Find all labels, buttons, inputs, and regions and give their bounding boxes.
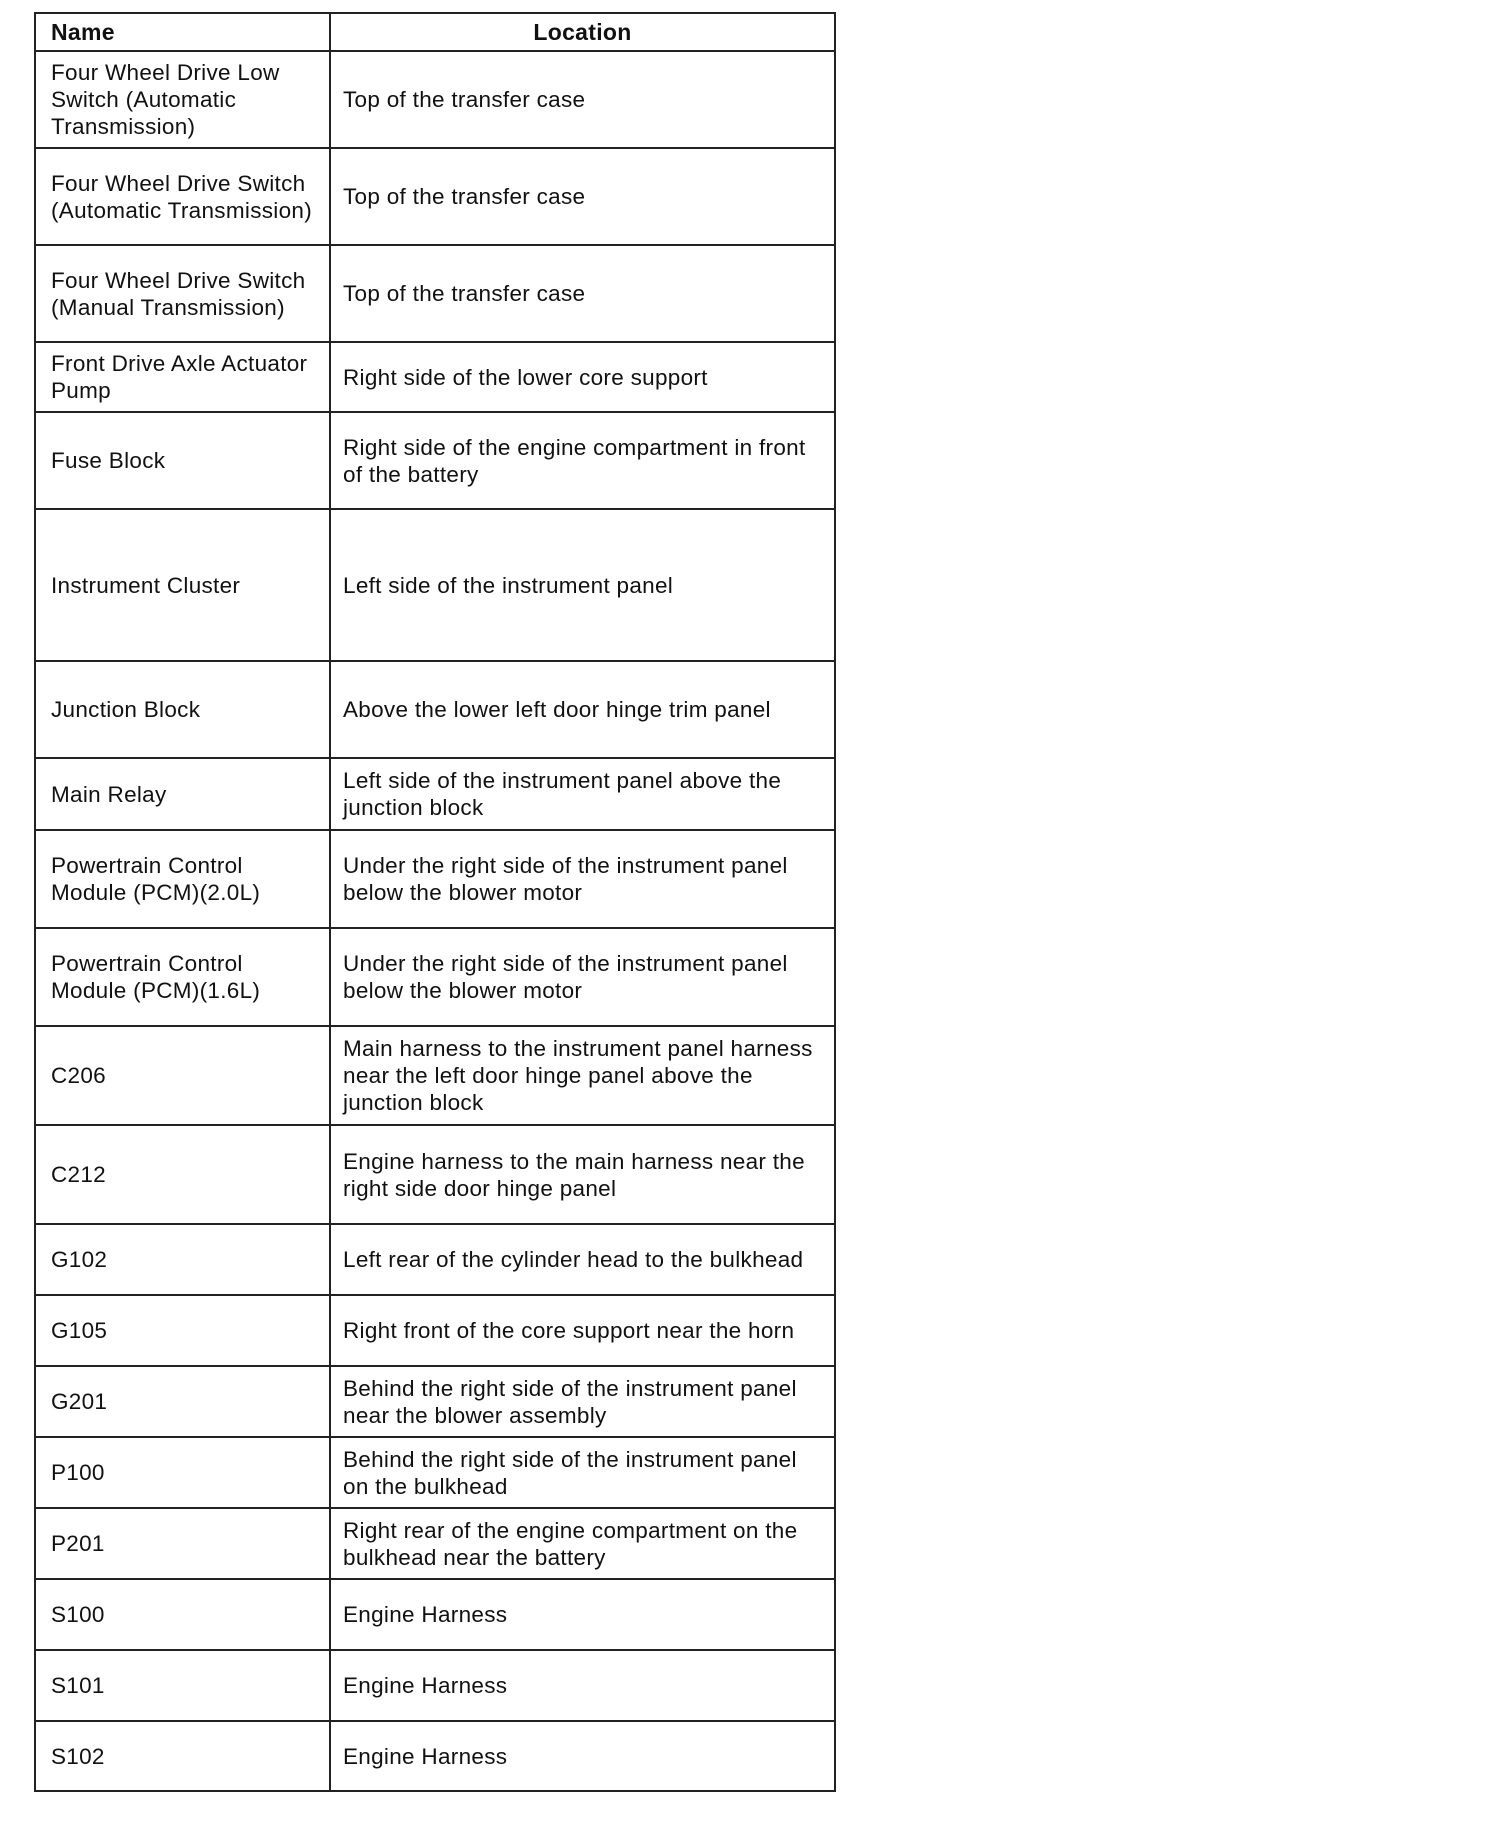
table-header-row <box>35 13 835 51</box>
component-location: Left side of the instrument panel above the junction block <box>330 758 835 830</box>
component-name: Four Wheel Drive Low Switch (Automatic Transmission) <box>35 51 330 148</box>
component-location: Under the right side of the instrument panel below the blower motor <box>330 830 835 928</box>
table-row <box>35 1437 835 1508</box>
table-row <box>35 1125 835 1224</box>
component-location: Above the lower left door hinge trim panel <box>330 661 835 758</box>
location-column-header: Location <box>330 13 835 51</box>
table-row <box>35 342 835 412</box>
component-name: G105 <box>35 1295 330 1366</box>
component-location: Right side of the lower core support <box>330 342 835 412</box>
component-location-table <box>34 12 836 1792</box>
component-name: G201 <box>35 1366 330 1437</box>
component-name: Four Wheel Drive Switch (Automatic Transmission) <box>35 148 330 245</box>
component-location: Engine Harness <box>330 1721 835 1791</box>
table-row <box>35 758 835 830</box>
table-row <box>35 928 835 1026</box>
component-name: P201 <box>35 1508 330 1579</box>
component-name: Four Wheel Drive Switch (Manual Transmission) <box>35 245 330 342</box>
table-row <box>35 51 835 148</box>
component-location: Right rear of the engine compartment on the bulkhead near the battery <box>330 1508 835 1579</box>
component-location: Right front of the core support near the horn <box>330 1295 835 1366</box>
component-name: Instrument Cluster <box>35 509 330 661</box>
component-location: Left side of the instrument panel <box>330 509 835 661</box>
component-name: Fuse Block <box>35 412 330 509</box>
component-name: S102 <box>35 1721 330 1791</box>
component-location: Engine Harness <box>330 1650 835 1721</box>
component-name: C206 <box>35 1026 330 1125</box>
table-row <box>35 148 835 245</box>
component-name: Front Drive Axle Actuator Pump <box>35 342 330 412</box>
table-row <box>35 1026 835 1125</box>
component-location: Engine harness to the main harness near the right side door hinge panel <box>330 1125 835 1224</box>
component-name: S100 <box>35 1579 330 1650</box>
table-row <box>35 1508 835 1579</box>
component-name: S101 <box>35 1650 330 1721</box>
component-location: Top of the transfer case <box>330 148 835 245</box>
component-location: Left rear of the cylinder head to the bulkhead <box>330 1224 835 1295</box>
table-row <box>35 245 835 342</box>
component-location: Right side of the engine compartment in front of the battery <box>330 412 835 509</box>
table-row <box>35 412 835 509</box>
table-row <box>35 1579 835 1650</box>
component-name: Junction Block <box>35 661 330 758</box>
component-location: Main harness to the instrument panel harness near the left door hinge panel above the junction block <box>330 1026 835 1125</box>
table-row <box>35 830 835 928</box>
table-row <box>35 509 835 661</box>
component-location: Behind the right side of the instrument panel near the blower assembly <box>330 1366 835 1437</box>
component-name: C212 <box>35 1125 330 1224</box>
table-row <box>35 1224 835 1295</box>
component-location: Under the right side of the instrument panel below the blower motor <box>330 928 835 1026</box>
table-row <box>35 1295 835 1366</box>
component-name: Powertrain Control Module (PCM)(1.6L) <box>35 928 330 1026</box>
name-column-header: Name <box>35 13 330 51</box>
component-name: Main Relay <box>35 758 330 830</box>
component-location: Engine Harness <box>330 1579 835 1650</box>
table-row <box>35 1366 835 1437</box>
component-location: Behind the right side of the instrument panel on the bulkhead <box>330 1437 835 1508</box>
component-name: G102 <box>35 1224 330 1295</box>
table-row <box>35 661 835 758</box>
component-name: Powertrain Control Module (PCM)(2.0L) <box>35 830 330 928</box>
component-location: Top of the transfer case <box>330 245 835 342</box>
table-row <box>35 1650 835 1721</box>
table-row <box>35 1721 835 1791</box>
component-name: P100 <box>35 1437 330 1508</box>
component-location: Top of the transfer case <box>330 51 835 148</box>
